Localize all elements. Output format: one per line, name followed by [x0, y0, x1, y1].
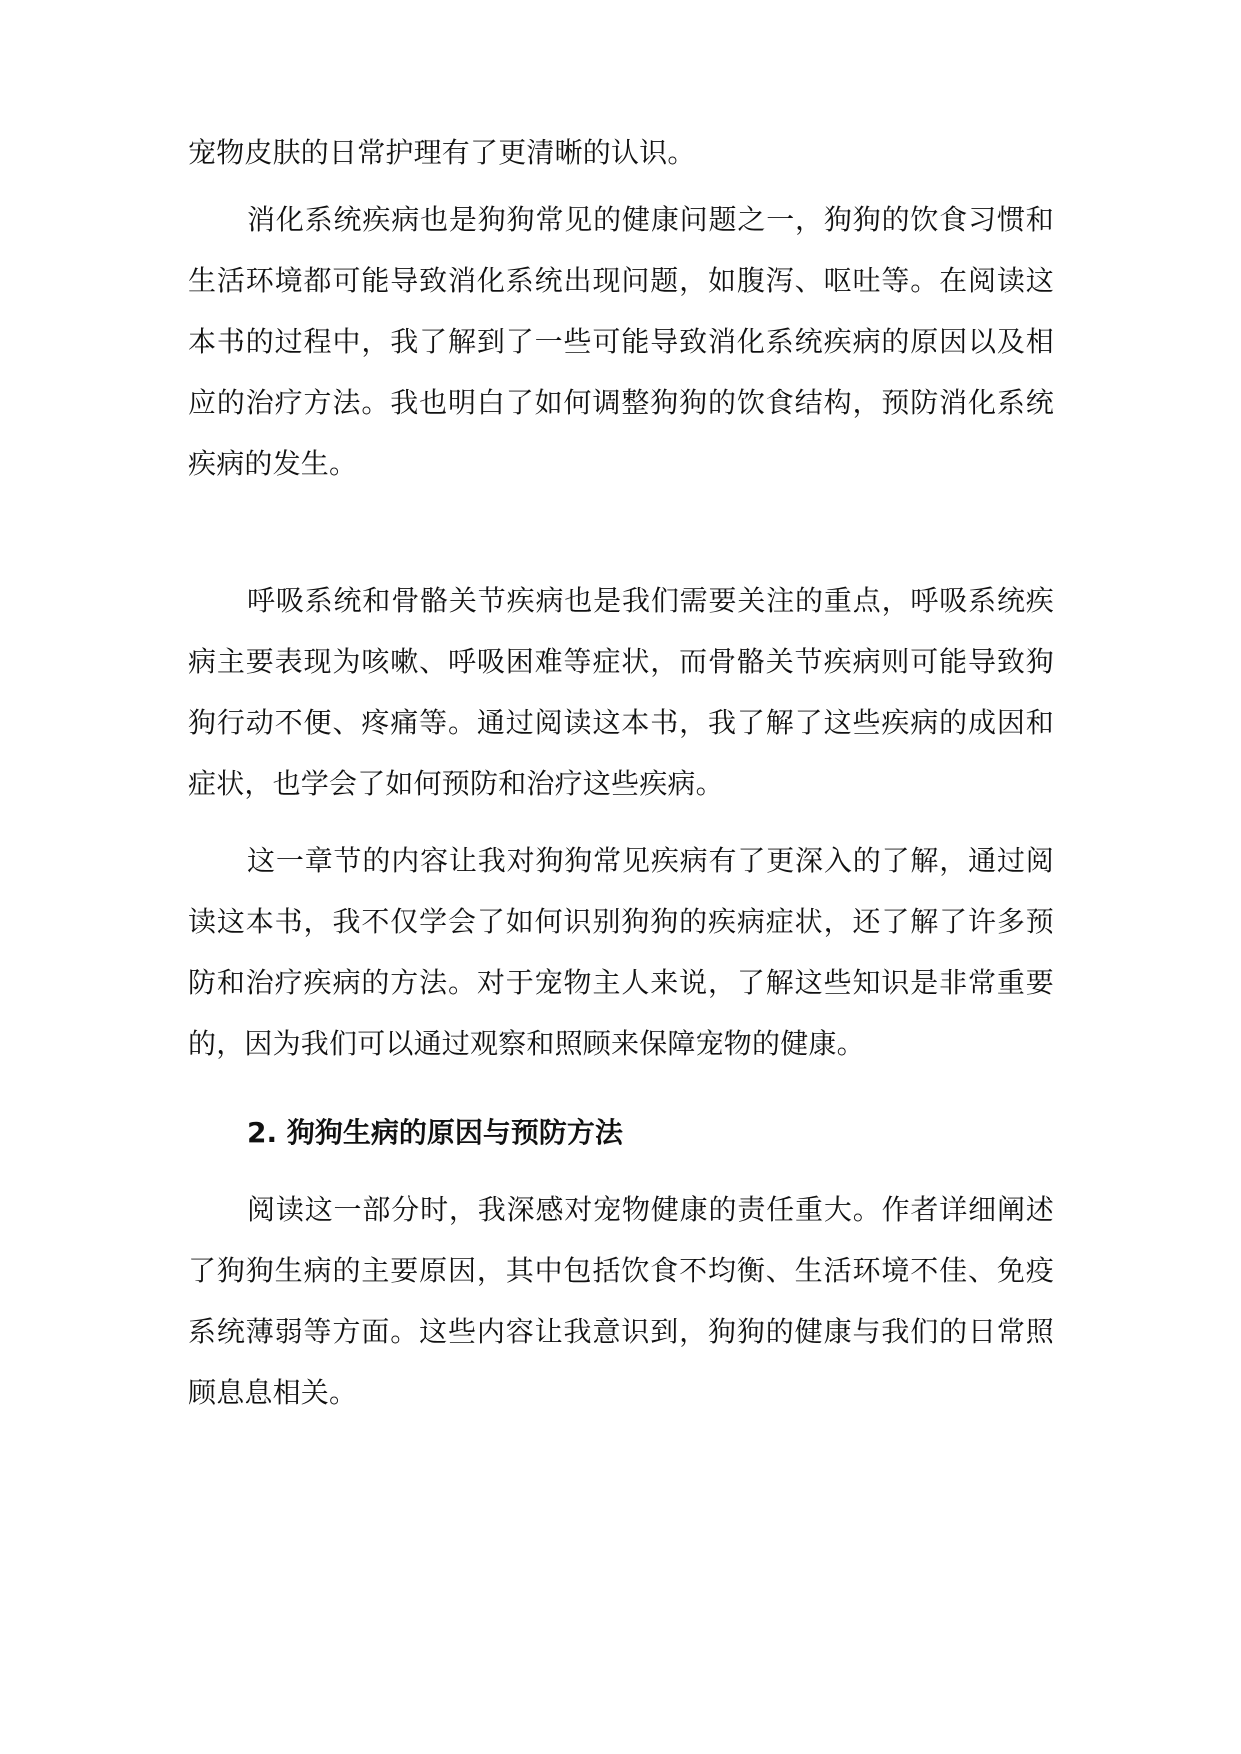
paragraph-summary	[188, 830, 1054, 1074]
paragraph-causes	[188, 1179, 1054, 1423]
paragraph-1: 宠物皮肤的日常护理有了更清晰的认识。	[188, 136, 696, 169]
paragraph-respiratory	[188, 570, 1054, 814]
paragraph-2: 消化系统疾病也是狗狗常见的健康问题之一，狗狗的饮食习惯和生活环境都可能导致消化系统出现问题，如腹泻、呕吐等。在阅读这本书的过程中，我了解到了一些可能导致消化系统疾病的原因以及相应的治疗方法。我也明白了如何调整狗狗的饮食结构，预防消化系统疾病的发生。	[188, 203, 1054, 480]
paragraph-5: 阅读这一部分时，我深感对宠物健康的责任重大。作者详细阐述了狗狗生病的主要原因，其中包括饮食不均衡、生活环境不佳、免疫系统薄弱等方面。这些内容让我意识到，狗狗的健康与我们的日常照顾息息相关。	[188, 1193, 1054, 1409]
paragraph-4: 这一章节的内容让我对狗狗常见疾病有了更深入的了解，通过阅读这本书，我不仅学会了如何识别狗狗的疾病症状，还了解了许多预防和治疗疾病的方法。对于宠物主人来说，了解这些知识是非常重要的，因为我们可以通过观察和照顾来保障宠物的健康。	[188, 844, 1054, 1060]
paragraph-digestive	[188, 189, 1054, 494]
paragraph-3: 呼吸系统和骨骼关节疾病也是我们需要关注的重点，呼吸系统疾病主要表现为咳嗽、呼吸困难等症状，而骨骼关节疾病则可能导致狗狗行动不便、疼痛等。通过阅读这本书，我了解了这些疾病的成因和症状，也学会了如何预防和治疗这些疾病。	[188, 584, 1054, 800]
paragraph-continuation	[188, 122, 1054, 183]
section-heading: 2. 狗狗生病的原因与预防方法	[247, 1116, 623, 1149]
